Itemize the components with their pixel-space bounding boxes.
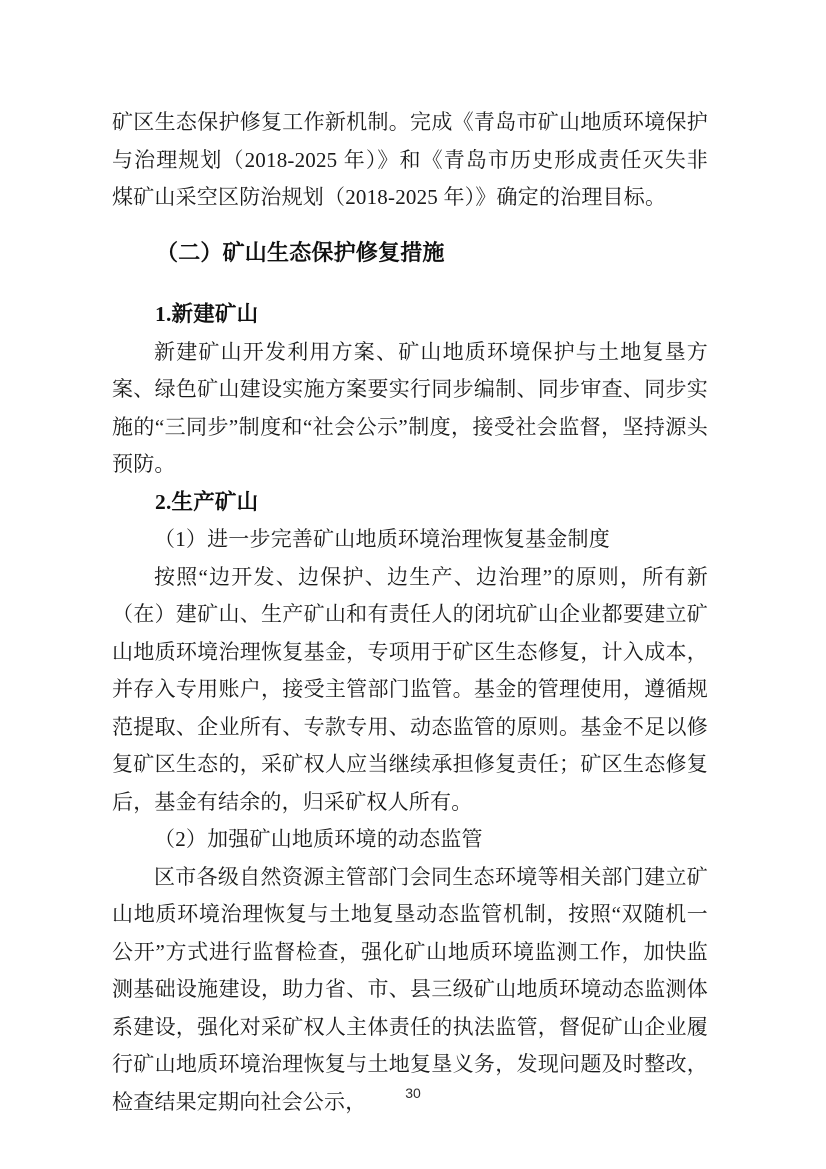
section-heading: （二）矿山生态保护修复措施 bbox=[156, 239, 445, 265]
page-number: 30 bbox=[405, 1085, 421, 1101]
document-body bbox=[112, 104, 708, 1121]
subsection-heading-new-mines: 1.新建矿山 bbox=[155, 302, 259, 326]
item-heading-dynamic-supervision: （2）加强矿山地质环境的动态监管 bbox=[154, 827, 483, 851]
paragraph-fund-system: 按照“边开发、边保护、边生产、边治理”的原则，所有新（在）建矿山、生产矿山和有责任人的闭坑矿山企业都要建立矿山地质环境治理恢复基金，专项用于矿区生态修复，计入成本，并存入专用账户，接受主管部门监管。基金的管理使用，遵循规范提取、企业所有、专款专用、动态监管的原则。基金不足以修复矿区生态的，采矿权人应当继续承担修复责任；矿区生态修复后，基金有结余的，归采矿权人所有。 bbox=[112, 564, 708, 814]
subsection-heading-producing-mines: 2.生产矿山 bbox=[155, 489, 259, 514]
paragraph-new-mines: 新建矿山开发利用方案、矿山地质环境保护与土地复垦方案、绿色矿山建设实施方案要实行同步编制、同步审查、同步实施的“三同步”制度和“社会公示”制度，接受社会监督，坚持源头预防。 bbox=[112, 339, 708, 476]
paragraph-continuation: 矿区生态保护修复工作新机制。完成《青岛市矿山地质环境保护与治理规划（2018-2025 年）》和《青岛市历史形成责任灭失非煤矿山采空区防治规划（2018-2025 年）》确定的治理目标。 bbox=[112, 110, 708, 209]
item-heading-fund-system: （1）进一步完善矿山地质环境治理恢复基金制度 bbox=[154, 527, 610, 551]
paragraph-dynamic-supervision: 区市各级自然资源主管部门会同生态环境等相关部门建立矿山地质环境治理恢复与土地复垦动态监管机制，按照“双随机一公开”方式进行监督检查，强化矿山地质环境监测工作，加快监测基础设施建设，助力省、市、县三级矿山地质环境动态监测体系建设，强化对采矿权人主体责任的执法监管，督促矿山企业履行矿山地质环境治理恢复与土地复垦义务，发现问题及时整改，检查结果定期向社会公示， bbox=[112, 864, 708, 1114]
